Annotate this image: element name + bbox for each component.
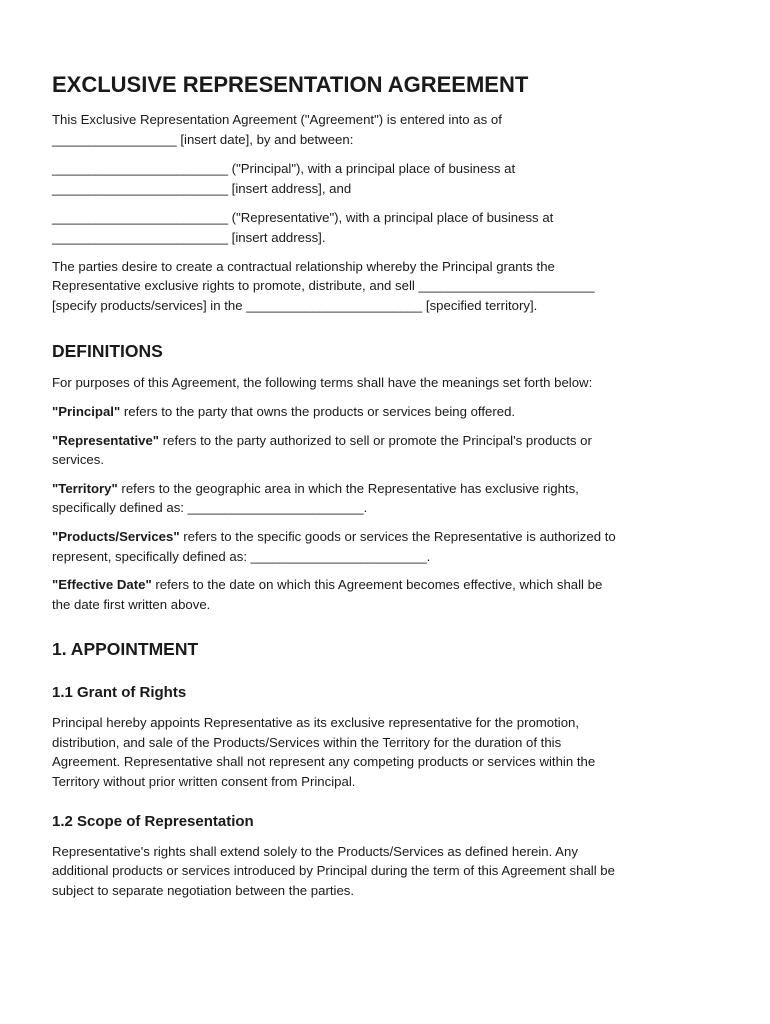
definition-products-services <box>52 527 722 566</box>
body-line: distribution, and sale of the Products/Services within the Territory for the duration of this <box>52 734 562 750</box>
body-line: Territory without prior written consent from Principal. <box>52 774 356 790</box>
definition-representative <box>52 431 722 470</box>
purpose-line: [specify products/services] in the ________________________ [specified territory]. <box>52 297 538 313</box>
intro-paragraph <box>52 110 722 149</box>
purpose-line: Representative exclusive rights to promote, distribute, and sell ________________________ <box>52 278 595 294</box>
document-title: EXCLUSIVE REPRESENTATION AGREEMENT <box>52 72 529 97</box>
section-1-1-body <box>52 713 722 791</box>
definition-text: refers to the party authorized to sell or promote the Principal's products or <box>159 432 592 448</box>
representative-line: ________________________ [insert address]. <box>52 229 326 245</box>
definition-text: refers to the party that owns the products or services being offered. <box>120 403 516 419</box>
definition-effective-date <box>52 575 722 614</box>
body-line: Representative's rights shall extend solely to the Products/Services as defined herein. Any <box>52 843 578 859</box>
definition-territory <box>52 479 722 518</box>
body-line: additional products or services introduced by Principal during the term of this Agreement shall be <box>52 863 615 879</box>
intro-line: This Exclusive Representation Agreement ("Agreement") is entered into as of <box>52 112 502 127</box>
definition-line: specifically defined as: ________________________. <box>52 500 368 516</box>
representative-party-paragraph <box>52 208 722 247</box>
section-1-2-body <box>52 842 722 901</box>
purpose-line: The parties desire to create a contractual relationship whereby the Principal grants the <box>52 258 555 274</box>
section-1-2-heading: 1.2 Scope of Representation <box>52 812 254 830</box>
representative-line: ________________________ ("Representative"), with a principal place of business at <box>52 210 554 226</box>
section-1-1-heading: 1.1 Grant of Rights <box>52 684 187 702</box>
definition-term: "Territory" <box>52 480 118 496</box>
definition-line <box>52 575 722 595</box>
definition-text: refers to the date on which this Agreement becomes effective, which shall be <box>151 577 603 593</box>
principal-party-paragraph <box>52 159 722 198</box>
intro-line: _________________ [insert date], by and between: <box>52 131 354 147</box>
body-line: Agreement. Representative shall not represent any competing products or services within the <box>52 754 596 770</box>
definition-line <box>52 527 722 547</box>
definition-line: the date first written above. <box>52 596 211 612</box>
purpose-paragraph <box>52 257 722 316</box>
principal-line: ________________________ [insert address], and <box>52 180 352 196</box>
definition-term: "Representative" <box>52 432 160 448</box>
principal-line: ________________________ ("Principal"), with a principal place of business at <box>52 161 516 177</box>
definition-line: services. <box>52 452 105 468</box>
definition-text: refers to the specific goods or services the Representative is authorized to <box>179 528 616 544</box>
definition-principal <box>52 402 722 422</box>
body-line: Principal hereby appoints Representative as its exclusive representative for the promotion, <box>52 715 580 731</box>
definition-line <box>52 431 722 451</box>
document-page <box>52 70 722 900</box>
definition-text: refers to the geographic area in which the Representative has exclusive rights, <box>117 480 579 496</box>
definition-line <box>52 479 722 499</box>
definitions-intro: For purposes of this Agreement, the following terms shall have the meanings set forth below: <box>52 375 593 391</box>
definitions-heading: DEFINITIONS <box>52 341 163 362</box>
definition-term: "Principal" <box>52 403 121 419</box>
body-line: subject to separate negotiation between the parties. <box>52 882 355 898</box>
definition-term: "Products/Services" <box>52 528 180 544</box>
definition-line <box>52 402 722 422</box>
section-1-heading: 1. APPOINTMENT <box>52 639 199 660</box>
definition-term: "Effective Date" <box>52 577 152 593</box>
definition-line: represent, specifically defined as: ________________________. <box>52 548 431 564</box>
